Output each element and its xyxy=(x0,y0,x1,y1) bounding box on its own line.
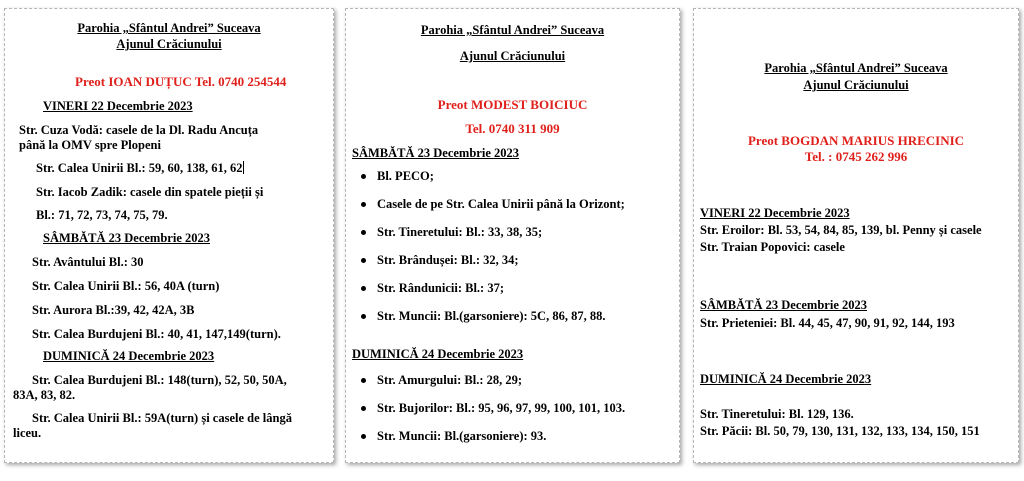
street-line: Str. Prieteniei: Bl. 44, 45, 47, 90, 91, 92, 144, 193 xyxy=(700,316,955,330)
street-line: până la OMV spre Plopeni xyxy=(19,138,161,152)
street-line: Str. Calea Burdujeni Bl.: 148(turn), 52, 50, 50A, xyxy=(32,373,287,387)
list-item: Str. Muncii: Bl.(garsoniere): 5C, 86, 87, 88. xyxy=(377,309,606,323)
schedule-panel-bogdan-hrecinic xyxy=(693,8,1019,463)
schedule-panel-modest-boiciuc xyxy=(345,8,680,463)
parish-header: Parohia „Sfântul Andrei” Suceava xyxy=(77,21,261,35)
event-header: Ajunul Crăciunului xyxy=(116,37,222,51)
event-header: Ajunul Crăciunului xyxy=(459,49,566,63)
street-line: Str. Aurora Bl.:39, 42, 42A, 3B xyxy=(32,303,195,317)
street-line: Str. Tineretului: Bl. 129, 136. xyxy=(700,407,854,421)
day-heading-sunday: DUMINICĂ 24 Decembrie 2023 xyxy=(352,347,524,361)
day-heading-sunday: DUMINICĂ 24 Decembrie 2023 xyxy=(700,372,872,386)
priest-phone: Tel. : 0745 262 996 xyxy=(804,149,908,164)
list-item: Str. Rândunicii: Bl.: 37; xyxy=(377,281,504,295)
street-line: Str. Calea Unirii Bl.: 59, 60, 138, 61, 62 xyxy=(36,161,243,175)
event-header: Ajunul Crăciunului xyxy=(803,78,909,92)
bullet-icon xyxy=(361,258,366,263)
bullet-icon xyxy=(361,202,366,207)
day-heading-saturday: SÂMBĂTĂ 23 Decembrie 2023 xyxy=(43,231,210,245)
schedule-panel-ioan-dutuc xyxy=(4,8,334,463)
street-line: Str. Calea Unirii Bl.: 56, 40A (turn) xyxy=(32,279,220,293)
list-item: Casele de pe Str. Calea Unirii până la Orizont; xyxy=(377,197,625,211)
day-heading-sunday: DUMINICĂ 24 Decembrie 2023 xyxy=(43,349,215,363)
bullet-icon xyxy=(361,406,366,411)
priest-name-phone: Preot IOAN DUȚUC Tel. 0740 254544 xyxy=(75,74,287,89)
list-item: Bl. PECO; xyxy=(377,169,434,183)
list-item: Str. Bujorilor: Bl.: 95, 96, 97, 99, 100, 101, 103. xyxy=(377,401,626,415)
day-heading-saturday: SÂMBĂTĂ 23 Decembrie 2023 xyxy=(352,146,519,160)
street-line: 83A, 83, 82. xyxy=(13,388,76,402)
bullet-icon xyxy=(361,314,366,319)
parish-header: Parohia „Sfântul Andrei” Suceava xyxy=(420,23,605,37)
street-line: Str. Păcii: Bl. 50, 79, 130, 131, 132, 133, 134, 150, 151 xyxy=(700,424,980,438)
street-line: Str. Cuza Vodă: casele de la Dl. Radu Ancuța xyxy=(19,123,259,137)
street-line: Str. Eroilor: Bl. 53, 54, 84, 85, 139, bl. Penny și casele xyxy=(700,223,982,237)
bullet-icon xyxy=(361,378,366,383)
priest-name: Preot BOGDAN MARIUS HRECINIC xyxy=(747,133,965,148)
priest-phone: Tel. 0740 311 909 xyxy=(465,121,560,136)
bullet-icon xyxy=(361,286,366,291)
bullet-icon xyxy=(361,230,366,235)
list-item: Str. Muncii: Bl.(garsoniere): 93. xyxy=(377,429,547,443)
text-cursor-icon xyxy=(243,161,244,174)
street-line: Str. Traian Popovici: casele xyxy=(700,240,845,254)
parish-header: Parohia „Sfântul Andrei” Suceava xyxy=(764,61,948,75)
day-heading-saturday: SÂMBĂTĂ 23 Decembrie 2023 xyxy=(700,298,867,312)
list-item: Str. Amurgului: Bl.: 28, 29; xyxy=(377,373,523,387)
priest-name: Preot MODEST BOICIUC xyxy=(437,97,588,112)
street-line: Str. Avântului Bl.: 30 xyxy=(32,255,144,269)
street-line: liceu. xyxy=(13,426,42,440)
bullet-icon xyxy=(361,174,366,179)
day-heading-friday: VINERI 22 Decembrie 2023 xyxy=(43,99,193,113)
list-item: Str. Brândușei: Bl.: 32, 34; xyxy=(377,253,519,267)
street-line: Bl.: 71, 72, 73, 74, 75, 79. xyxy=(36,208,168,222)
list-item: Str. Tineretului: Bl.: 33, 38, 35; xyxy=(377,225,543,239)
day-heading-friday: VINERI 22 Decembrie 2023 xyxy=(700,206,850,220)
street-line: Str. Calea Burdujeni Bl.: 40, 41, 147,149(turn). xyxy=(32,327,281,341)
street-line: Str. Iacob Zadik: casele din spatele pieții și xyxy=(36,185,264,199)
bullet-icon xyxy=(361,434,366,439)
street-line: Str. Calea Unirii Bl.: 59A(turn) și casele de lângă xyxy=(32,411,292,425)
